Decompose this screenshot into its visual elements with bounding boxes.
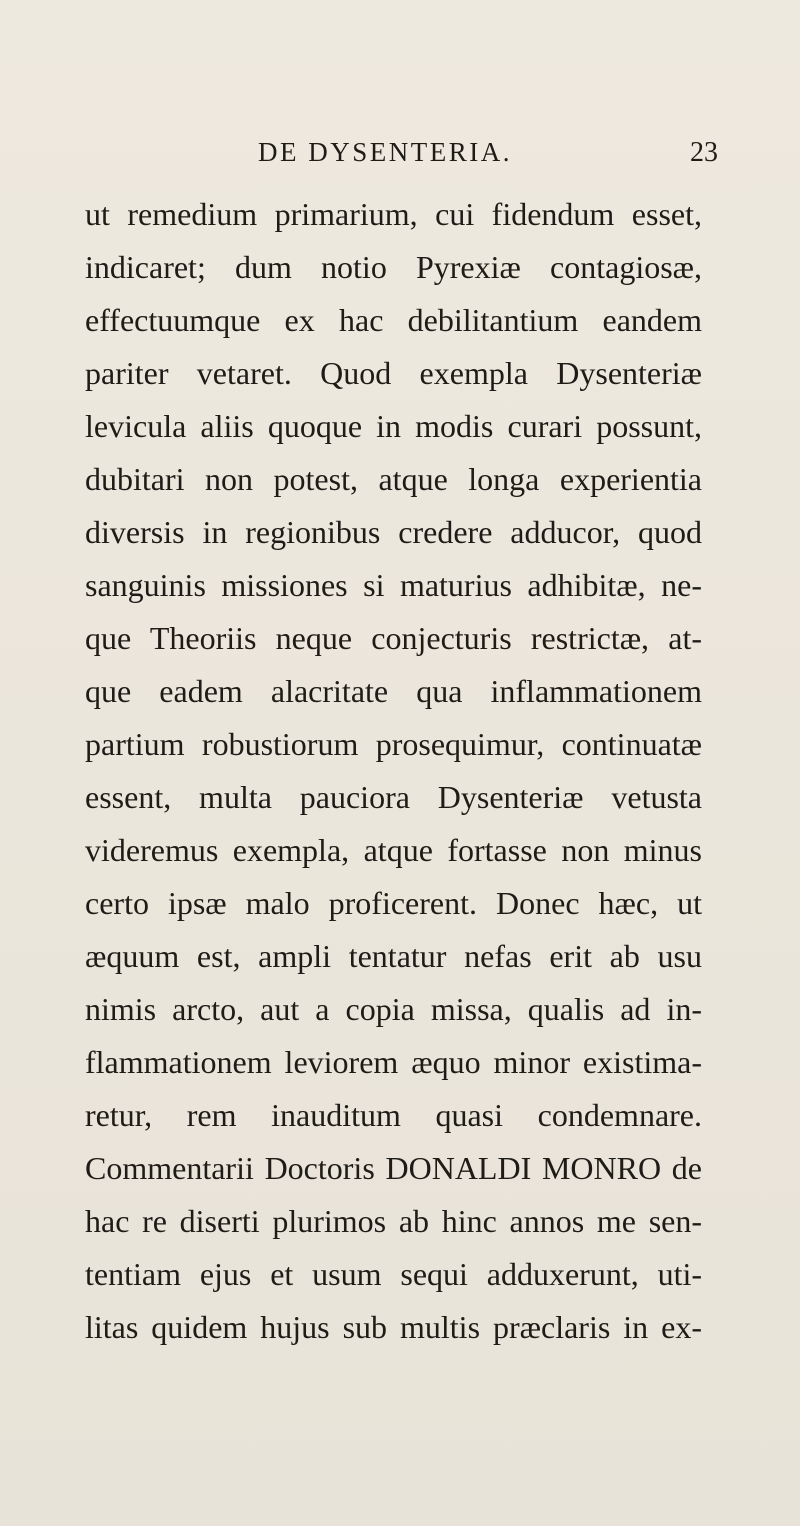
text-line: partium robustiorum prosequimur, continuatæ — [85, 726, 702, 762]
text-line: videremus exempla, atque fortasse non minus — [85, 832, 702, 868]
text-line: indicaret; dum notio Pyrexiæ contagiosæ, — [85, 249, 702, 285]
text-line: pariter vetaret. Quod exempla Dysenteriæ — [85, 355, 702, 391]
text-line: effectuumque ex hac debilitantium eandem — [85, 302, 702, 338]
text-line: que Theoriis neque conjecturis restrictæ, at- — [85, 620, 702, 656]
running-head — [0, 137, 800, 177]
text-line: essent, multa pauciora Dysenteriæ vetusta — [85, 779, 702, 815]
text-line: dubitari non potest, atque longa experientia — [85, 461, 702, 497]
text-line: Commentarii Doctoris DONALDI MONRO de — [85, 1150, 702, 1186]
text-line: æquum est, ampli tentatur nefas erit ab usu — [85, 938, 702, 974]
text-line: retur, rem inauditum quasi condemnare. — [85, 1097, 702, 1133]
text-line: diversis in regionibus credere adducor, quod — [85, 514, 702, 550]
page-number: 23 — [690, 137, 718, 168]
text-line: certo ipsæ malo proficerent. Donec hæc, ut — [85, 885, 702, 921]
text-line: que eadem alacritate qua inflammationem — [85, 673, 702, 709]
text-line: litas quidem hujus sub multis præclaris in ex- — [85, 1309, 702, 1345]
running-title: DE DYSENTERIA. — [258, 137, 512, 167]
text-line: hac re diserti plurimos ab hinc annos me sen- — [85, 1203, 702, 1239]
text-line: sanguinis missiones si maturius adhibitæ, ne- — [85, 567, 702, 603]
text-line: nimis arcto, aut a copia missa, qualis ad in- — [85, 991, 702, 1027]
text-line: tentiam ejus et usum sequi adduxerunt, uti- — [85, 1256, 702, 1292]
text-line: ut remedium primarium, cui fidendum esset, — [85, 196, 702, 232]
text-line: levicula aliis quoque in modis curari possunt, — [85, 408, 702, 444]
text-line: flammationem leviorem æquo minor existima- — [85, 1044, 702, 1080]
